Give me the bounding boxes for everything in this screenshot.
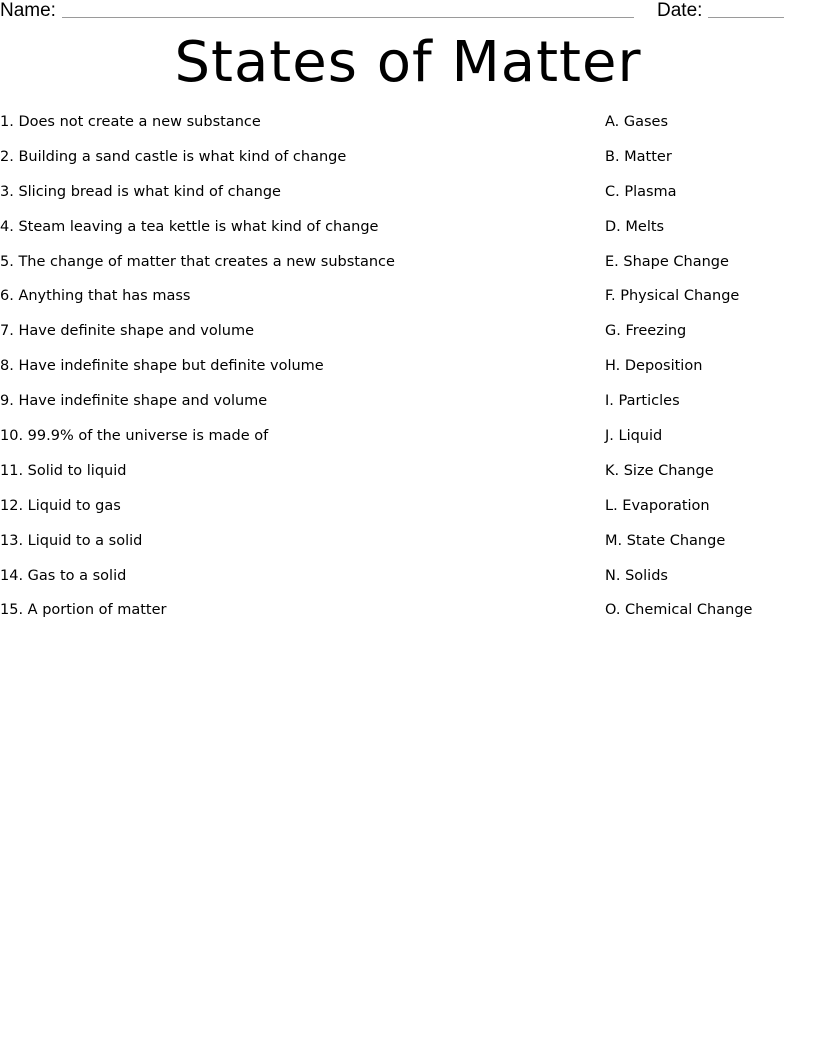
answer-item: E. Shape Change (605, 253, 729, 270)
name-label: Name: (0, 0, 56, 21)
answer-item: G. Freezing (605, 323, 687, 340)
clue-item: 5. The change of matter that creates a new substance (0, 253, 395, 270)
answer-list (605, 110, 810, 633)
name-field-line[interactable] (62, 17, 634, 18)
clue-item: 6. Anything that has mass (0, 288, 191, 305)
clue-item: 8. Have indefinite shape but definite volume (0, 358, 324, 375)
answer-item: K. Size Change (605, 462, 714, 479)
clue-item: 1. Does not create a new substance (0, 114, 261, 130)
answer-item: I. Particles (605, 393, 680, 410)
date-label: Date: (657, 0, 703, 21)
answer-item: L. Evaporation (605, 497, 710, 514)
clue-item: 13. Liquid to a solid (0, 532, 143, 549)
clue-item: 9. Have indefinite shape and volume (0, 393, 268, 410)
answer-item: B. Matter (605, 148, 672, 165)
clue-item: 2. Building a sand castle is what kind of change (0, 148, 347, 165)
answer-item: M. State Change (605, 532, 726, 549)
clue-item: 11. Solid to liquid (0, 462, 127, 479)
clue-item: 14. Gas to a solid (0, 567, 127, 584)
worksheet-header (0, 0, 816, 24)
answer-item: C. Plasma (605, 183, 677, 200)
answer-item: F. Physical Change (605, 288, 740, 305)
worksheet-title: States of Matter (174, 30, 642, 95)
answer-item: J. Liquid (605, 428, 663, 445)
answer-item: A. Gases (605, 114, 669, 130)
answer-item: N. Solids (605, 567, 668, 584)
date-field-line[interactable] (708, 17, 784, 18)
clue-item: 12. Liquid to gas (0, 497, 121, 514)
clue-item: 10. 99.9% of the universe is made of (0, 428, 269, 445)
answer-item: O. Chemical Change (605, 602, 753, 619)
clue-item: 3. Slicing bread is what kind of change (0, 183, 281, 200)
clue-item: 15. A portion of matter (0, 602, 167, 619)
clue-item: 7. Have definite shape and volume (0, 323, 255, 340)
answer-item: H. Deposition (605, 358, 703, 375)
clue-list (0, 110, 560, 633)
answer-item: D. Melts (605, 218, 665, 235)
clue-item: 4. Steam leaving a tea kettle is what kind of change (0, 218, 379, 235)
